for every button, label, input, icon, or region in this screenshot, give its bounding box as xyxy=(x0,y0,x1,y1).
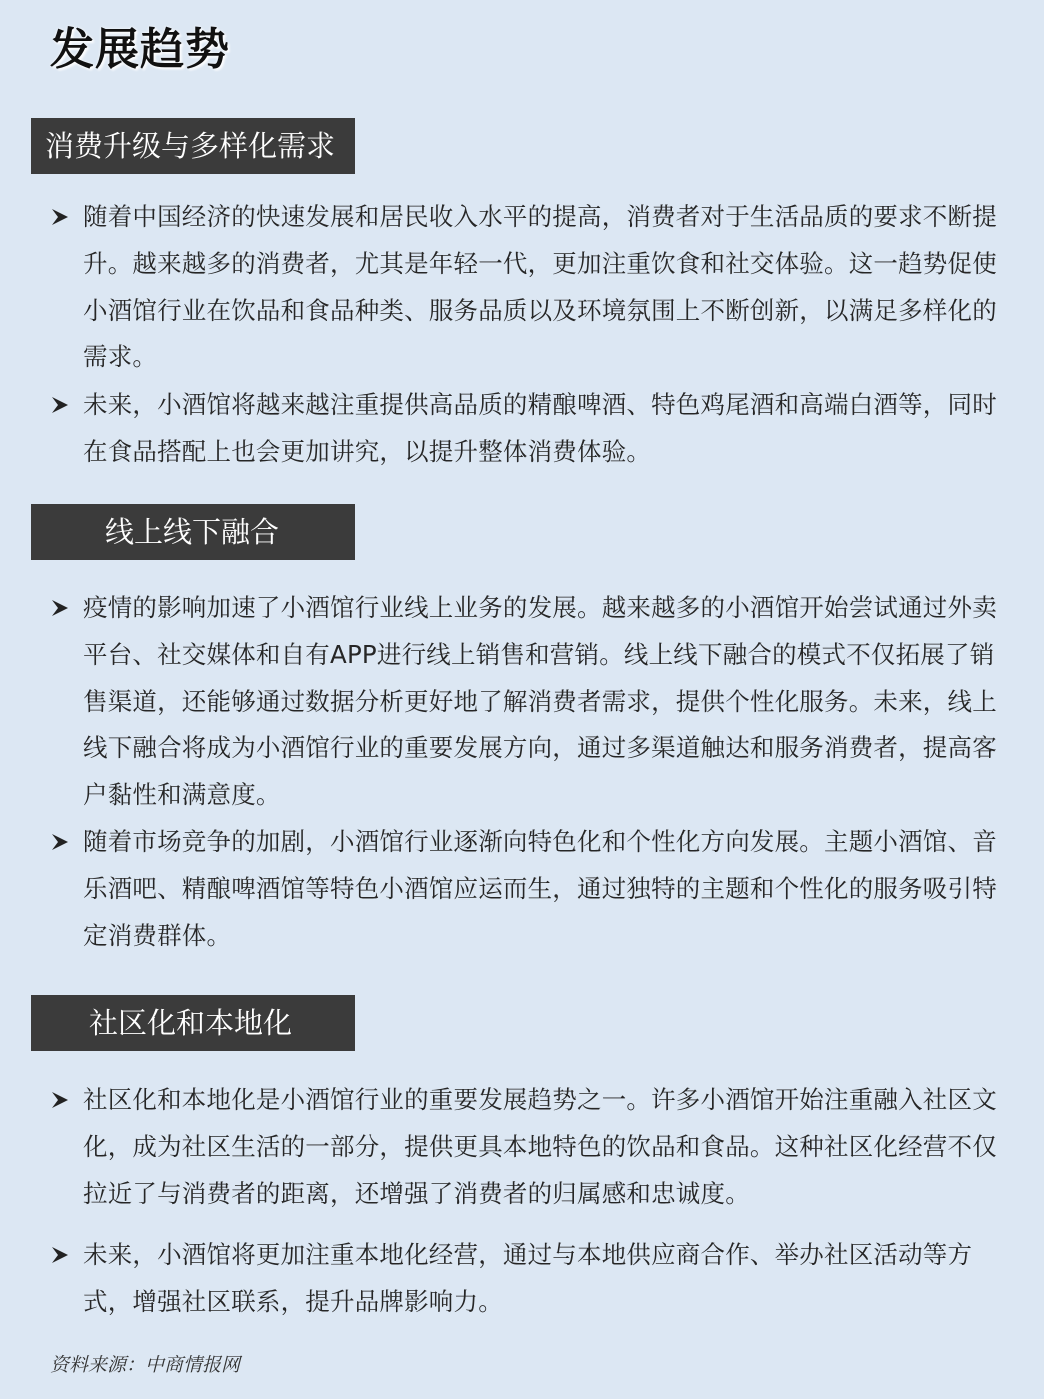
bullet-text: 社区化和本地化是小酒馆行业的重要发展趋势之一。许多小酒馆开始注重融入社区文化，成为社区生活的一部分，提供更具本地特色的饮品和食品。这种社区化经营不仅拉近了与消费者的距离，还增强了消费者的归属感和忠诚度。 xyxy=(83,1085,997,1208)
list-item xyxy=(50,585,1015,819)
list-item xyxy=(50,1232,1015,1326)
page-title: 发展趋势 xyxy=(50,24,230,75)
list-item xyxy=(50,382,1015,476)
arrowhead-bullet-icon xyxy=(50,1232,83,1279)
list-item xyxy=(50,194,1015,381)
bullet-text: 未来，小酒馆将越来越注重提供高品质的精酿啤酒、特色鸡尾酒和高端白酒等，同时在食品搭配上也会更加讲究，以提升整体消费体验。 xyxy=(83,390,997,466)
arrowhead-bullet-icon xyxy=(50,819,83,866)
bullet-text: 未来，小酒馆将更加注重本地化经营，通过与本地供应商合作、举办社区活动等方式，增强社区联系，提升品牌影响力。 xyxy=(83,1240,973,1316)
bullet-text: 疫情的影响加速了小酒馆行业线上业务的发展。越来越多的小酒馆开始尝试通过外卖平台、社交媒体和自有APP进行线上销售和营销。线上线下融合的模式不仅拓展了销售渠道，还能够通过数据分析更好地了解消费者需求，提供个性化服务。未来，线上线下融合将成为小酒馆行业的重要发展方向，通过多渠道触达和服务消费者，提高客户黏性和满意度。 xyxy=(83,593,997,810)
list-item xyxy=(50,1077,1015,1217)
arrowhead-bullet-icon xyxy=(50,382,83,429)
arrowhead-bullet-icon xyxy=(50,194,83,241)
section-heading-online-offline: 线上线下融合 xyxy=(31,504,355,560)
section-heading-community-localization: 社区化和本地化 xyxy=(31,995,355,1051)
list-item xyxy=(50,819,1015,959)
arrowhead-bullet-icon xyxy=(50,585,83,632)
section-heading-consumption-upgrade: 消费升级与多样化需求 xyxy=(31,118,355,174)
bullet-text: 随着市场竞争的加剧，小酒馆行业逐渐向特色化和个性化方向发展。主题小酒馆、音乐酒吧、精酿啤酒馆等特色小酒馆应运而生，通过独特的主题和个性化的服务吸引特定消费群体。 xyxy=(83,827,997,950)
bullet-text: 随着中国经济的快速发展和居民收入水平的提高，消费者对于生活品质的要求不断提升。越来越多的消费者，尤其是年轻一代，更加注重饮食和社交体验。这一趋势促使小酒馆行业在饮品和食品种类、服务品质以及环境氛围上不断创新，以满足多样化的需求。 xyxy=(83,202,997,372)
arrowhead-bullet-icon xyxy=(50,1077,83,1124)
source-note: 资料来源：中商情报网 xyxy=(50,1354,241,1376)
